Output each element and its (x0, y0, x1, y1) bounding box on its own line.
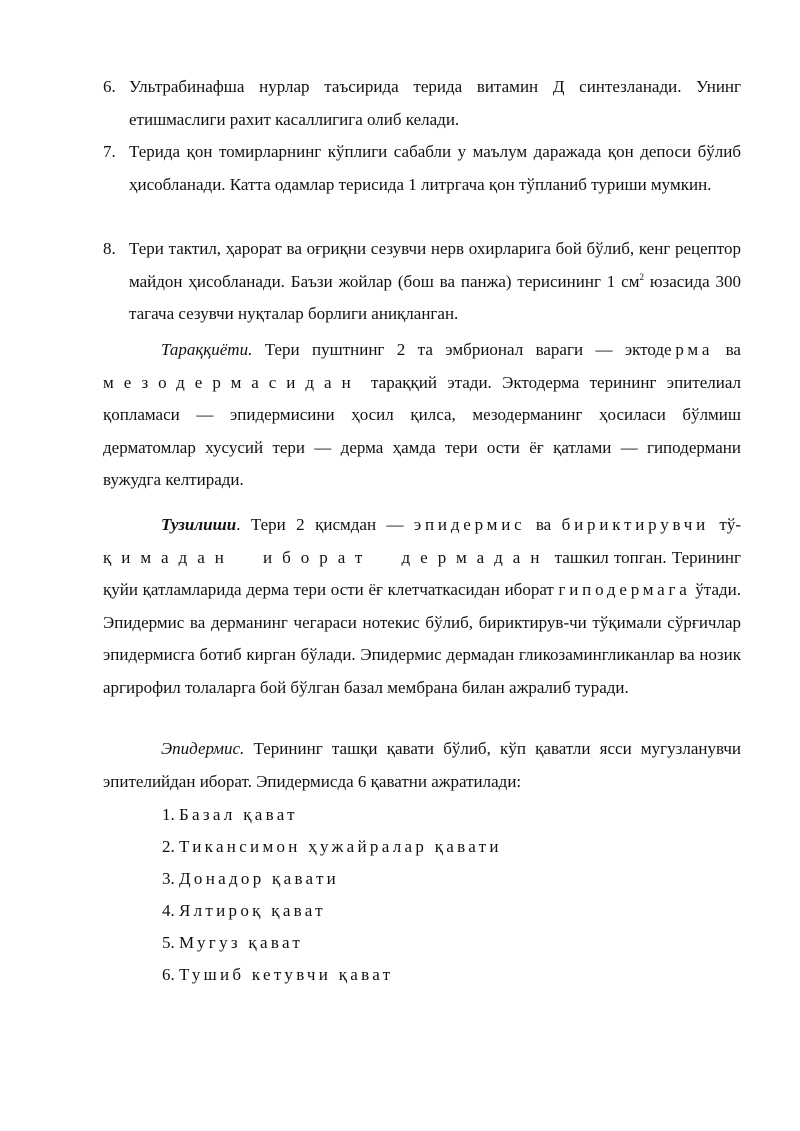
layer-item-3 (162, 863, 339, 896)
list-item-7 (103, 136, 741, 201)
text-fragment: ташкил топган. Терининг қуйи қатламларида дерма тери ости ёғ клетчаткасидан иборат (103, 547, 741, 599)
text-fragment: Тери тактил, ҳарорат ва оғриқни сезувчи нерв охирларига бой бўлиб, кенг рецептор майдон ҳисобланади. Баъзи жойлар (бош ва панжа) терисининг 1 см (129, 239, 741, 291)
list-item-text (129, 233, 741, 331)
layer-label: Донадор қавати (179, 869, 340, 888)
text-fragment: ва (525, 515, 562, 534)
superscript: 2 (639, 271, 644, 282)
spaced-term: эпидермис (413, 515, 526, 534)
text-fragment: ўтади. Эпидермис ва дерманинг чегараси нотекис бўлиб, бириктирув-чи тўқимали сўрғичлар эпидермисга ботиб кирган бўлади. Эпидермис дермадан гликозамингликанлар ва нозик аргирофил толаларга бой бўлган базал мембрана билан ажралиб туради. (103, 580, 741, 697)
layer-label: Ялтироқ қават (179, 901, 326, 920)
text-fragment: ва (713, 340, 741, 359)
spaced-term: гиподермага (558, 580, 691, 599)
section-heading: Тузилиши (161, 515, 237, 534)
layer-number: 6. (162, 965, 179, 984)
list-item-text: Терида қон томирларнинг кўплиги сабабли у маълум даражада қон депоси бўлиб ҳисобланади. Катта одамлар терисида 1 литргача қон тўпланиб туриши мумкин. (129, 142, 741, 194)
development-paragraph (103, 334, 741, 497)
layer-label: Тикансимон ҳужайралар қавати (179, 837, 502, 856)
list-item-8 (103, 233, 741, 331)
layer-item-2 (162, 831, 502, 864)
text-fragment: Тери пуштнинг 2 та эмбрионал вараги — эктод (252, 340, 665, 359)
layer-number: 1. (162, 805, 179, 824)
list-item-number: 6. (103, 77, 116, 96)
list-item-6 (103, 71, 741, 136)
section-heading: Тараққиёти. (161, 340, 253, 359)
epidermis-paragraph (103, 733, 741, 798)
layer-number: 4. (162, 901, 179, 920)
layer-label: Тушиб кетувчи қават (179, 965, 394, 984)
list-item-number: 8. (103, 239, 116, 258)
list-item-number: 7. (103, 142, 116, 161)
spaced-term: қимадан иборат дермадан (103, 547, 550, 567)
layer-number: 2. (162, 837, 179, 856)
layer-label: Мугуз қават (179, 933, 304, 952)
spaced-term: ерма (664, 340, 714, 359)
layer-item-4 (162, 895, 326, 928)
text-fragment: юзасида 300 тагача сезувчи нуқталар борлиги аниқланган. (129, 271, 742, 323)
layer-item-5 (162, 927, 303, 960)
layer-number: 3. (162, 869, 179, 888)
spaced-term: бириктирувчи (561, 515, 709, 534)
layer-item-1 (162, 799, 298, 832)
layer-label: Базал қават (179, 805, 298, 824)
text-fragment: . Тери 2 қисмдан — (236, 515, 414, 534)
list-item-text: Ультрабинафша нурлар таъсирида терида витамин Д синтезланади. Унинг етишмаслиги рахит касаллигига олиб келади. (129, 77, 741, 129)
text-fragment: тў- (708, 515, 742, 534)
layer-number: 5. (162, 933, 179, 952)
text-fragment: Терининг ташқи қавати бўлиб, кўп қаватли ясси мугузланувчи эпителийдан иборат. Эпидермисда 6 қаватни ажратилади: (103, 739, 741, 791)
layer-item-6 (162, 959, 393, 992)
structure-paragraph (103, 509, 741, 704)
section-heading: Эпидермис. (161, 739, 245, 758)
spaced-term: мезодермасидан (103, 372, 361, 392)
text-fragment: тараққий этади. Эктодерма терининг эпителиал қопламаси — эпидермисини ҳосил қилса, мезодерманинг ҳосиласи бўлмиш дерматомлар хусусий тери — дерма ҳамда тери ости ёғ қатлами — гиподермани вужудга келтиради. (103, 372, 741, 489)
